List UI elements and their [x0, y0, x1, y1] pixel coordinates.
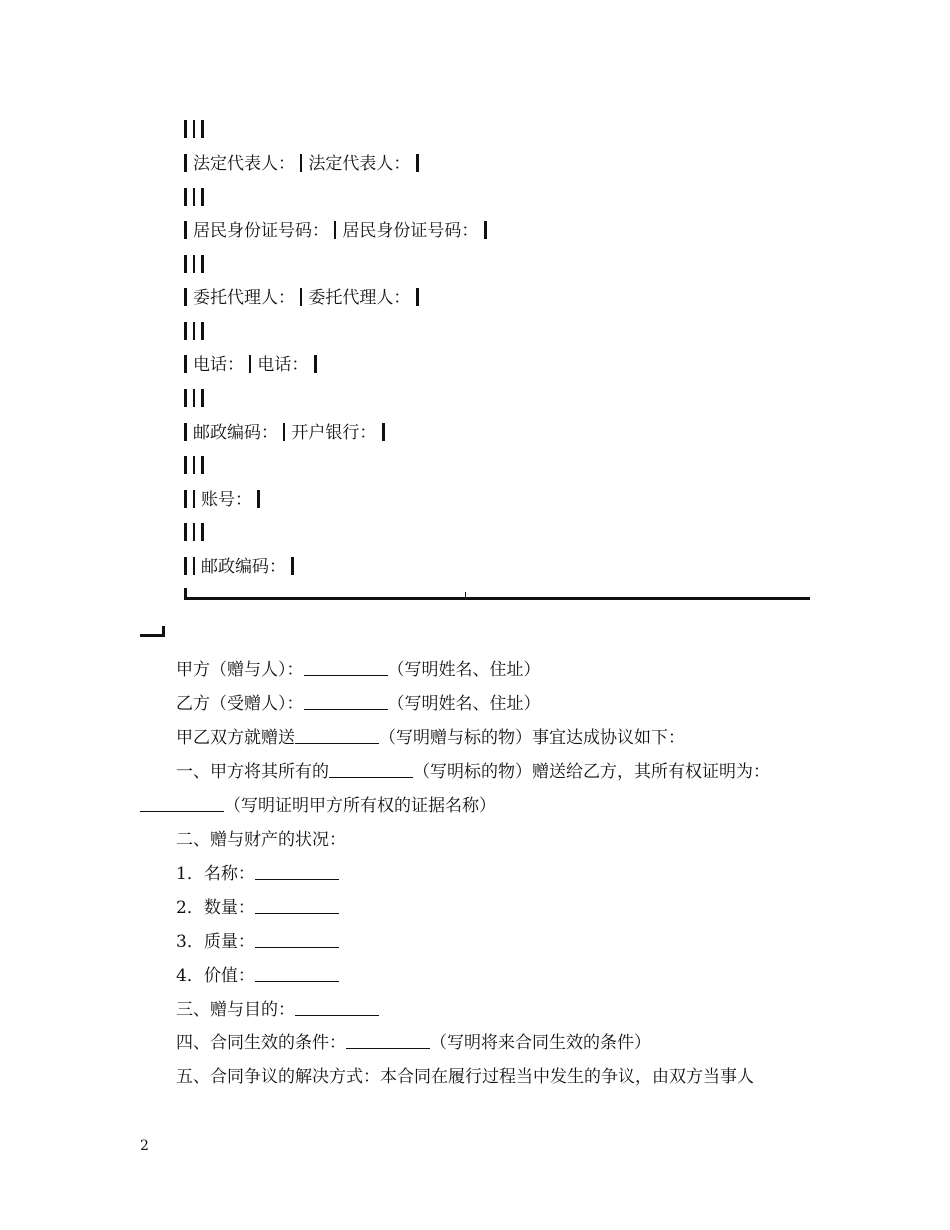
right-cell: 邮政编码：	[201, 557, 286, 577]
paragraph: 一、甲方将其所有的 （写明标的物）赠送给乙方，其所有权证明为：	[176, 762, 770, 782]
paragraph: 二、赠与财产的状况：	[176, 830, 346, 850]
list-item: 4．价值：	[176, 964, 339, 988]
page-number: 2	[140, 1138, 149, 1154]
table-row	[184, 421, 391, 445]
list-item: 3．质量：	[176, 930, 339, 954]
table-row	[184, 152, 425, 176]
table-row	[184, 521, 210, 545]
right-cell: 法定代表人：	[308, 154, 411, 174]
table-row	[184, 219, 493, 243]
paragraph: （写明证明甲方所有权的证据名称）	[140, 794, 496, 818]
right-cell: 开户银行：	[291, 423, 377, 443]
left-cell: 邮政编码：	[193, 423, 278, 443]
list-item: 2．数量：	[176, 896, 339, 920]
table-row	[184, 320, 210, 344]
paragraph: 甲方（赠与人）： （写明姓名、住址）	[176, 660, 541, 680]
table-row	[184, 118, 210, 142]
table-row	[184, 286, 425, 310]
paragraph: 四、合同生效的条件： （写明将来合同生效的条件）	[176, 1033, 651, 1053]
table-bottom-border	[184, 597, 810, 600]
table-row	[184, 454, 210, 478]
table-border-corner	[162, 626, 165, 637]
left-cell: 居民身份证号码：	[193, 221, 329, 241]
list-item: 1．名称：	[176, 862, 339, 886]
table-row	[184, 387, 210, 411]
paragraph: 乙方（受赠人）： （写明姓名、住址）	[176, 694, 541, 714]
table-row	[184, 488, 266, 512]
right-cell: 居民身份证号码：	[342, 221, 479, 241]
table-row	[184, 186, 210, 210]
right-cell: 委托代理人：	[308, 288, 411, 308]
table-row	[184, 555, 300, 579]
table-bottom-border-wrap	[140, 634, 164, 637]
table-row	[184, 253, 210, 277]
left-cell: 法定代表人：	[193, 154, 295, 174]
table-row	[184, 353, 323, 377]
table-divider-tick	[465, 592, 466, 600]
right-cell: 账号：	[201, 490, 252, 510]
left-cell: 电话：	[193, 355, 244, 375]
paragraph: 五、合同争议的解决方式：本合同在履行过程当中发生的争议，由双方当事人	[176, 1067, 754, 1087]
paragraph: 甲乙双方就赠送 （写明赠与标的物）事宜达成协议如下：	[176, 728, 685, 748]
right-cell: 电话：	[257, 355, 309, 375]
paragraph: 三、赠与目的：	[176, 998, 379, 1022]
left-cell: 委托代理人：	[193, 288, 295, 308]
